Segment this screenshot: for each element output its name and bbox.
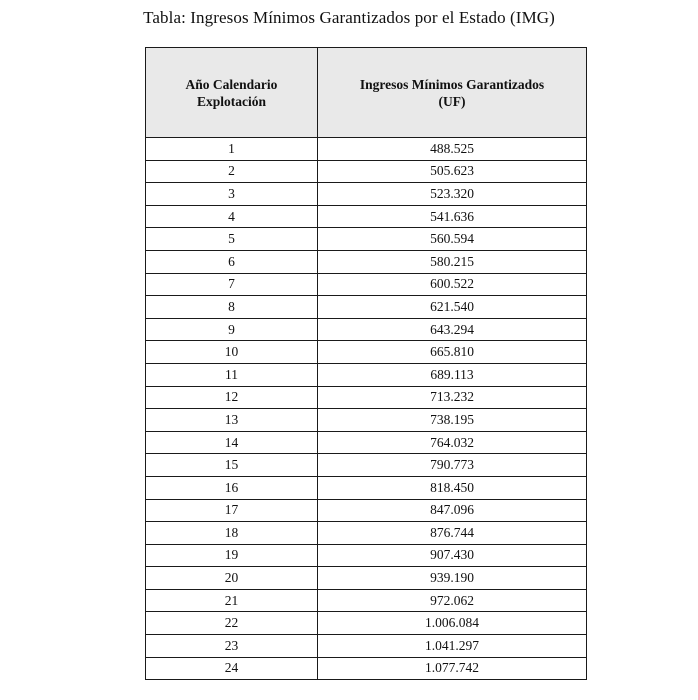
year-cell: 14 <box>146 431 318 454</box>
header-year <box>146 48 318 138</box>
year-cell: 18 <box>146 522 318 545</box>
year-cell: 15 <box>146 454 318 477</box>
year-cell: 2 <box>146 160 318 183</box>
income-cell: 972.062 <box>318 589 587 612</box>
income-cell: 665.810 <box>318 341 587 364</box>
table-row <box>146 431 587 454</box>
income-cell: 600.522 <box>318 273 587 296</box>
income-cell: 560.594 <box>318 228 587 251</box>
table-row <box>146 522 587 545</box>
header-income <box>318 48 587 138</box>
table-row <box>146 341 587 364</box>
year-cell: 20 <box>146 567 318 590</box>
year-cell: 11 <box>146 363 318 386</box>
table-row <box>146 499 587 522</box>
header-year-line-1: Año Calendario <box>185 76 278 92</box>
table-row <box>146 612 587 635</box>
table-row <box>146 296 587 319</box>
table-row <box>146 363 587 386</box>
table-caption: Tabla: Ingresos Mínimos Garantizados por el Estado (IMG) <box>143 8 555 27</box>
year-cell: 23 <box>146 635 318 658</box>
year-cell: 8 <box>146 296 318 319</box>
income-cell: 689.113 <box>318 363 587 386</box>
income-cell: 1.077.742 <box>318 657 587 680</box>
year-cell: 9 <box>146 318 318 341</box>
income-cell: 939.190 <box>318 567 587 590</box>
table-row <box>146 250 587 273</box>
table-row <box>146 183 587 206</box>
income-cell: 847.096 <box>318 499 587 522</box>
table-row <box>146 228 587 251</box>
table-row <box>146 160 587 183</box>
year-cell: 7 <box>146 273 318 296</box>
income-cell: 523.320 <box>318 183 587 206</box>
income-cell: 790.773 <box>318 454 587 477</box>
income-cell: 738.195 <box>318 409 587 432</box>
income-cell: 1.041.297 <box>318 635 587 658</box>
income-cell: 621.540 <box>318 296 587 319</box>
income-cell: 818.450 <box>318 476 587 499</box>
table-row <box>146 567 587 590</box>
income-cell: 505.623 <box>318 160 587 183</box>
income-cell: 541.636 <box>318 205 587 228</box>
year-cell: 10 <box>146 341 318 364</box>
year-cell: 13 <box>146 409 318 432</box>
table-row <box>146 454 587 477</box>
income-cell: 876.744 <box>318 522 587 545</box>
year-cell: 3 <box>146 183 318 206</box>
year-cell: 16 <box>146 476 318 499</box>
income-cell: 713.232 <box>318 386 587 409</box>
table-row <box>146 635 587 658</box>
income-cell: 1.006.084 <box>318 612 587 635</box>
year-cell: 6 <box>146 250 318 273</box>
year-cell: 5 <box>146 228 318 251</box>
year-cell: 4 <box>146 205 318 228</box>
table-row <box>146 476 587 499</box>
table-row <box>146 657 587 680</box>
table-row <box>146 386 587 409</box>
income-cell: 764.032 <box>318 431 587 454</box>
table-body <box>146 138 587 680</box>
year-cell: 24 <box>146 657 318 680</box>
income-cell: 907.430 <box>318 544 587 567</box>
table-row <box>146 544 587 567</box>
table-row <box>146 273 587 296</box>
table-row <box>146 318 587 341</box>
header-income-line-2: (UF) <box>438 93 466 109</box>
header-year-line-2: Explotación <box>196 93 266 109</box>
table-row <box>146 205 587 228</box>
year-cell: 21 <box>146 589 318 612</box>
header-row <box>146 48 587 138</box>
img-table <box>145 47 587 680</box>
income-cell: 580.215 <box>318 250 587 273</box>
header-income-line-1: Ingresos Mínimos Garantizados <box>359 76 545 92</box>
year-cell: 22 <box>146 612 318 635</box>
table-row <box>146 409 587 432</box>
year-cell: 19 <box>146 544 318 567</box>
table-row <box>146 589 587 612</box>
income-cell: 643.294 <box>318 318 587 341</box>
year-cell: 12 <box>146 386 318 409</box>
income-cell: 488.525 <box>318 138 587 161</box>
year-cell: 1 <box>146 138 318 161</box>
year-cell: 17 <box>146 499 318 522</box>
table-row <box>146 138 587 161</box>
